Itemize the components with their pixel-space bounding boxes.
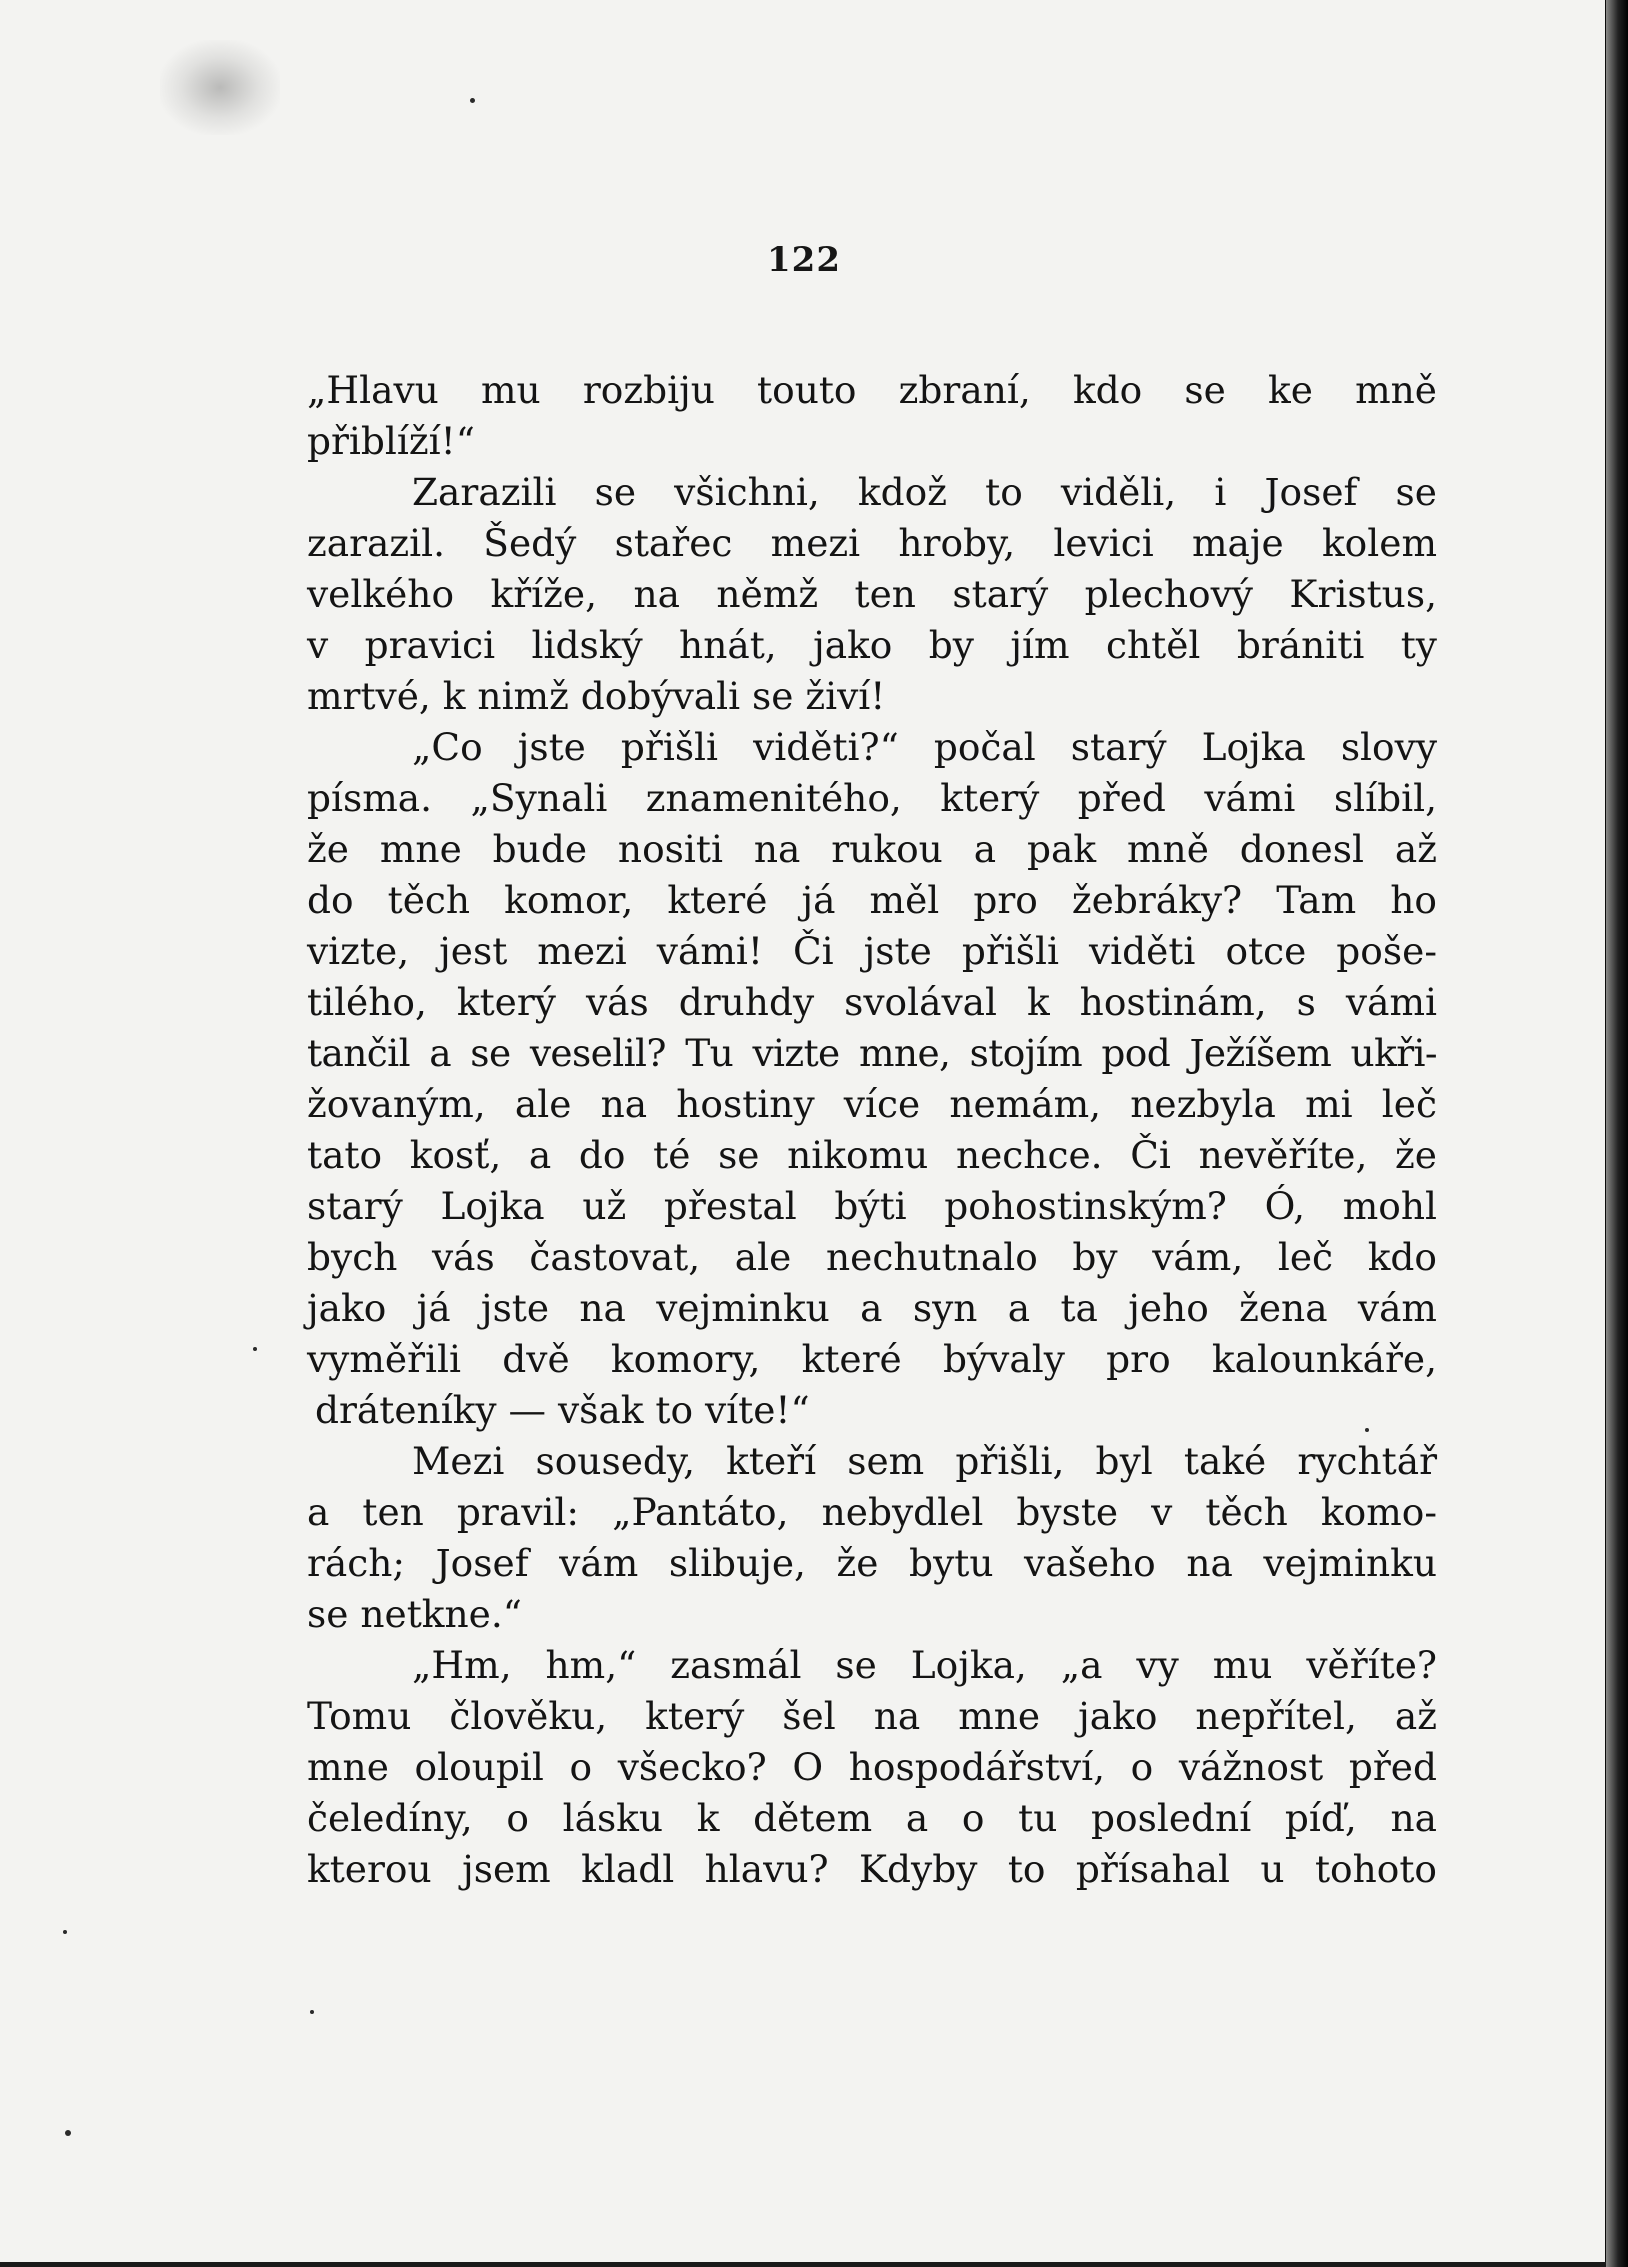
text-line: tilého, který vás druhdy svolával k hostinám, s vámi (307, 980, 1437, 1024)
text-line: zarazil. Šedý stařec mezi hroby, levici maje kolem (307, 521, 1437, 565)
text-line: že mne bude nositi na rukou a pak mně donesl až (307, 827, 1437, 871)
text-line: žovaným, ale na hostiny více nemám, nezbyla mi leč (307, 1082, 1437, 1126)
text-line: čeledíny, o lásku k dětem a o tu poslední píď, na (307, 1796, 1437, 1840)
text-line: starý Lojka už přestal býti pohostinským? Ó, mohl (307, 1184, 1437, 1228)
page-number: 122 (767, 240, 841, 280)
ink-speck (470, 98, 475, 103)
text-line: přiblíží!“ (307, 419, 475, 463)
text-line: „Hm, hm,“ zasmál se Lojka, „a vy mu věříte? (412, 1643, 1437, 1687)
text-line: vizte, jest mezi vámi! Či jste přišli viděti otce poše- (307, 929, 1437, 973)
text-body (307, 365, 1437, 1895)
ink-speck (253, 1347, 257, 1351)
text-line: vyměřili dvě komory, které bývaly pro kalounkáře, (307, 1337, 1437, 1381)
text-line: se netkne.“ (307, 1592, 522, 1636)
text-line: dráteníky — však to víte!“ (315, 1388, 810, 1432)
text-line: mne oloupil o všecko? O hospodářství, o vážnost před (307, 1745, 1437, 1789)
text-line: velkého kříže, na němž ten starý plechový Kristus, (307, 572, 1437, 616)
text-line: jako já jste na vejminku a syn a ta jeho žena vám (307, 1286, 1437, 1330)
text-line: písma. „Synali znamenitého, který před vámi slíbil, (307, 776, 1437, 820)
text-line: tančil a se veselil? Tu vizte mne, stojím pod Ježíšem ukři- (307, 1031, 1437, 1075)
ink-speck (63, 1930, 67, 1934)
text-line: bych vás častovat, ale nechutnalo by vám, leč kdo (307, 1235, 1437, 1279)
text-line: kterou jsem kladl hlavu? Kdyby to přísahal u tohoto (307, 1847, 1437, 1891)
ink-speck (65, 2130, 71, 2136)
text-line: a ten pravil: „Pantáto, nebydlel byste v těch komo- (307, 1490, 1437, 1534)
page-smudge (160, 40, 280, 135)
text-line: do těch komor, které já měl pro žebráky? Tam ho (307, 878, 1437, 922)
text-line: Mezi sousedy, kteří sem přišli, byl také rychtář (412, 1439, 1437, 1483)
text-line: „Hlavu mu rozbiju touto zbraní, kdo se ke mně (307, 368, 1437, 412)
text-line: v pravici lidský hnát, jako by jím chtěl brániti ty (307, 623, 1437, 667)
text-line: „Co jste přišli viděti?“ počal starý Lojka slovy (412, 725, 1437, 769)
text-line: tato kosť, a do té se nikomu nechce. Či nevěříte, že (307, 1133, 1437, 1177)
ink-speck (310, 2010, 314, 2014)
text-line: mrtvé, k nimž dobývali se živí! (307, 674, 886, 718)
text-line: Zarazili se všichni, kdož to viděli, i Josef se (412, 470, 1437, 514)
text-line: rách; Josef vám slibuje, že bytu vašeho na vejminku (307, 1541, 1437, 1585)
text-line: Tomu člověku, který šel na mne jako nepřítel, až (307, 1694, 1437, 1738)
page-edge (1606, 0, 1628, 2267)
